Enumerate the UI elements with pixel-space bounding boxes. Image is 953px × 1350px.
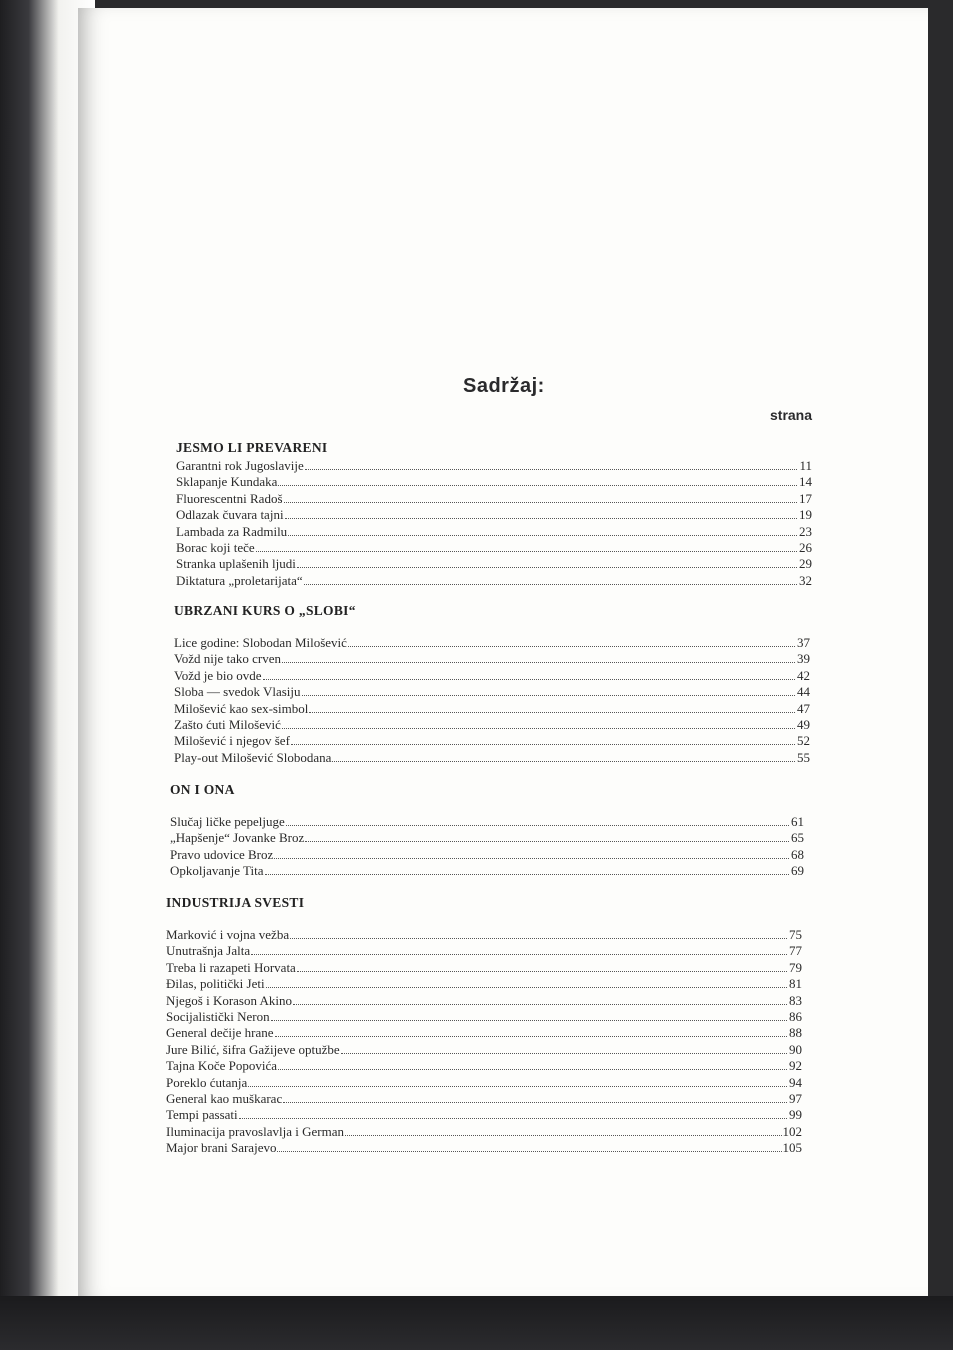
toc-section	[166, 895, 802, 1156]
entry-page-number: 94	[789, 1074, 802, 1090]
toc-entry	[176, 573, 812, 589]
toc-entry	[176, 556, 812, 572]
toc-entry	[166, 993, 802, 1009]
toc-entry	[170, 814, 804, 830]
entry-title: Zašto ćuti Milošević	[174, 716, 281, 732]
toc-entry	[174, 701, 810, 717]
toc-entry	[176, 524, 812, 540]
dot-leader	[239, 1107, 787, 1119]
toc-entry	[166, 960, 802, 976]
section-spacer	[166, 913, 802, 927]
entry-page-number: 52	[797, 733, 810, 749]
toc-section	[174, 603, 810, 766]
dot-leader	[309, 701, 795, 713]
entry-page-number: 69	[791, 863, 804, 879]
toc-entry	[170, 847, 804, 863]
dot-leader	[263, 668, 796, 680]
section-spacer	[170, 800, 804, 814]
entry-page-number: 92	[789, 1058, 802, 1074]
dot-leader	[293, 993, 787, 1005]
entry-page-number: 26	[799, 539, 812, 555]
entry-page-number: 11	[799, 458, 812, 473]
entry-title: Milošević kao sex-simbol	[174, 700, 309, 716]
dot-leader	[302, 684, 795, 696]
entry-page-number: 55	[797, 749, 810, 765]
toc-entry	[174, 733, 810, 749]
toc-entry	[176, 540, 812, 556]
entry-title: Sklapanje Kundaka	[176, 474, 278, 490]
entry-page-number: 105	[782, 1140, 802, 1156]
toc-entry	[166, 1058, 802, 1074]
entry-page-number: 68	[791, 846, 804, 862]
entry-title: Slučaj ličke pepeljuge	[170, 814, 285, 829]
toc-entry	[170, 863, 804, 879]
entry-page-number: 17	[799, 490, 812, 506]
toc-entry	[166, 1124, 802, 1140]
entry-title: Vožd nije tako crven	[174, 651, 281, 667]
toc-entry	[174, 717, 810, 733]
entry-title: „Hapšenje“ Jovanke Broz	[170, 830, 305, 846]
entry-page-number: 90	[789, 1041, 802, 1057]
dot-leader	[297, 556, 797, 568]
dot-leader	[248, 1075, 787, 1087]
entry-title: Socijalistički Neron	[166, 1008, 270, 1024]
dot-leader	[251, 943, 787, 955]
entry-title: Treba li razapeti Horvata	[166, 959, 296, 975]
toc-title: Sadržaj:	[463, 375, 545, 397]
dot-leader	[341, 1042, 787, 1054]
dot-leader	[297, 960, 787, 972]
entry-title: Jure Bilić, šifra Gažijeve optužbe	[166, 1041, 340, 1057]
entry-title: Play-out Milošević Slobodana	[174, 749, 332, 765]
entry-page-number: 29	[799, 556, 812, 572]
entry-page-number: 44	[797, 684, 810, 700]
toc-entry	[176, 458, 812, 474]
entry-title: Njegoš i Korason Akino	[166, 992, 293, 1008]
toc-entry	[176, 491, 812, 507]
entry-page-number: 99	[789, 1107, 802, 1123]
entry-title: Vožd je bio ovde	[174, 667, 262, 683]
dot-leader	[256, 540, 797, 552]
entry-title: Tajna Koče Popovića	[166, 1058, 277, 1074]
dot-leader	[274, 847, 789, 859]
entry-title: Garantni rok Jugoslavije	[176, 458, 304, 473]
entry-title: Tempi passati	[166, 1107, 238, 1123]
section-heading: JESMO LI PREVARENI	[176, 440, 328, 455]
entry-page-number: 86	[789, 1008, 802, 1024]
dot-leader	[348, 635, 795, 647]
toc-entry	[174, 750, 810, 766]
dot-leader	[265, 863, 789, 875]
entry-title: Lice godine: Slobodan Milošević	[174, 635, 347, 650]
section-heading: ON I ONA	[170, 782, 235, 797]
entry-page-number: 65	[791, 830, 804, 846]
dot-leader	[282, 651, 795, 663]
dot-leader	[282, 717, 795, 729]
entry-page-number: 32	[799, 572, 812, 588]
entry-page-number: 47	[797, 700, 810, 716]
dot-leader	[271, 1009, 787, 1021]
entry-title: Diktatura „proletarijata“	[176, 572, 303, 588]
section-spacer	[174, 621, 810, 635]
toc-section	[176, 440, 812, 589]
entry-page-number: 19	[799, 507, 812, 523]
entry-page-number: 79	[789, 959, 802, 975]
toc-entry	[166, 976, 802, 992]
dot-leader	[288, 524, 797, 536]
toc-entry	[166, 1042, 802, 1058]
dot-leader	[304, 573, 797, 585]
entry-title: General dečije hrane	[166, 1025, 274, 1041]
entry-page-number: 42	[797, 667, 810, 683]
toc-entry	[176, 507, 812, 523]
dot-leader	[332, 750, 795, 762]
entry-page-number: 37	[797, 635, 810, 650]
toc-entry	[166, 1107, 802, 1123]
entry-page-number: 83	[789, 992, 802, 1008]
entry-title: Milošević i njegov šef	[174, 733, 290, 749]
entry-title: Opkoljavanje Tita	[170, 863, 264, 879]
section-heading: INDUSTRIJA SVESTI	[166, 895, 305, 910]
entry-page-number: 61	[791, 814, 804, 829]
dot-leader	[290, 927, 787, 939]
toc-entry	[174, 668, 810, 684]
dot-leader	[305, 830, 789, 842]
entry-title: Borac koji teče	[176, 539, 255, 555]
dot-leader	[278, 474, 797, 486]
dot-leader	[275, 1025, 787, 1037]
entry-title: Poreklo ćutanja	[166, 1074, 248, 1090]
entry-page-number: 39	[797, 651, 810, 667]
toc-entry	[174, 651, 810, 667]
toc-entry	[166, 1091, 802, 1107]
section-heading: UBRZANI KURS O „SLOBI“	[174, 603, 356, 618]
dot-leader	[278, 1058, 787, 1070]
entry-title: Odlazak čuvara tajni	[176, 507, 284, 523]
entry-title: Đilas, politički Jeti	[166, 976, 265, 992]
entry-title: Unutrašnja Jalta	[166, 943, 251, 959]
entry-title: Sloba — svedok Vlasiju	[174, 684, 301, 700]
dot-leader	[277, 1140, 781, 1152]
toc-entry	[166, 1025, 802, 1041]
dot-leader	[266, 976, 787, 988]
entry-title: General kao muškarac	[166, 1090, 283, 1106]
entry-page-number: 23	[799, 523, 812, 539]
entry-page-number: 102	[782, 1123, 802, 1139]
entry-title: Marković i vojna vežba	[166, 927, 290, 942]
dot-leader	[286, 814, 789, 826]
toc-entry	[176, 474, 812, 490]
entry-title: Lambada za Radmilu	[176, 523, 288, 539]
dot-leader	[345, 1124, 782, 1136]
entry-page-number: 14	[799, 474, 812, 490]
entry-page-number: 97	[789, 1090, 802, 1106]
entry-page-number: 81	[789, 976, 802, 992]
toc-entry	[174, 635, 810, 651]
toc-entry	[166, 1075, 802, 1091]
entry-page-number: 77	[789, 943, 802, 959]
dot-leader	[284, 491, 797, 503]
entry-title: Pravo udovice Broz	[170, 846, 274, 862]
entry-title: Fluorescentni Radoš	[176, 490, 283, 506]
entry-page-number: 49	[797, 716, 810, 732]
toc-entry	[166, 943, 802, 959]
entry-title: Iluminacija pravoslavlja i German	[166, 1123, 344, 1139]
entry-page-number: 75	[789, 927, 802, 942]
entry-page-number: 88	[789, 1025, 802, 1041]
toc-entry	[166, 1009, 802, 1025]
dot-leader	[283, 1091, 787, 1103]
entry-title: Major brani Sarajevo	[166, 1140, 277, 1156]
entry-title: Stranka uplašenih ljudi	[176, 556, 296, 572]
dot-leader	[285, 507, 797, 519]
dot-leader	[305, 458, 797, 470]
toc-entry	[166, 927, 802, 943]
page-column-label: strana	[770, 407, 813, 423]
toc-entry	[166, 1140, 802, 1156]
toc-entry	[170, 830, 804, 846]
toc-entry	[174, 684, 810, 700]
toc-section	[170, 782, 804, 880]
dot-leader	[291, 733, 795, 745]
